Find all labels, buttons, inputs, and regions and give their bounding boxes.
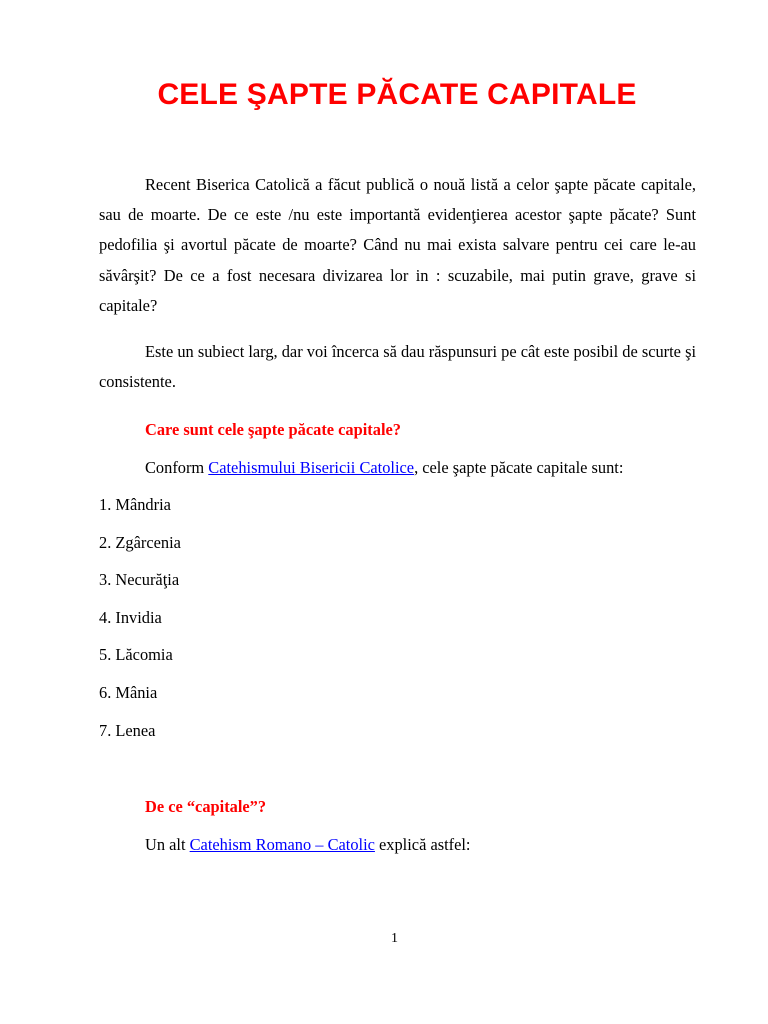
second-paragraph: Este un subiect larg, dar voi încerca să dau răspunsuri pe cât este posibil de scurte şi consistente.	[99, 342, 696, 392]
sins-list	[99, 494, 181, 757]
conform-line	[145, 457, 623, 479]
conform-suffix: , cele şapte păcate capitale sunt:	[414, 458, 624, 477]
page-number: 1	[391, 931, 398, 946]
list-item: 4. Invidia	[99, 607, 162, 627]
conform-prefix: Conform	[145, 458, 209, 477]
unalt-prefix: Un alt	[145, 835, 190, 854]
unalt-suffix: explică astfel:	[374, 835, 471, 854]
section-heading-which-sins: Care sunt cele şapte păcate capitale?	[145, 420, 401, 439]
list-item: 3. Necurăţia	[99, 570, 180, 590]
catechism-link[interactable]: Catehismului Bisericii Catolice	[208, 458, 415, 477]
list-item: 1. Mândria	[99, 495, 171, 514]
list-item: 6. Mânia	[99, 682, 158, 702]
list-item: 5. Lăcomia	[99, 645, 173, 665]
unalt-line	[145, 834, 471, 856]
list-item: 2. Zgârcenia	[99, 532, 181, 552]
page-title: CELE ŞAPTE PĂCATE CAPITALE	[157, 78, 637, 111]
list-item: 7. Lenea	[99, 720, 156, 740]
intro-paragraph: Recent Biserica Catolică a făcut publică o nouă listă a celor şapte păcate capitale, sau de moarte. De ce este /nu este importantă evidenţierea acestor şapte păcate? Sunt pedofilia şi avortul păcate de moarte? Când nu mai exista salvare pentru cei care le-au săvârşit? De ce a fost necesara divizarea lor in : scuzabile, mai putin grave, grave si capitale?	[99, 175, 696, 315]
roman-catholic-catechism-link[interactable]: Catehism Romano – Catolic	[189, 835, 375, 854]
section-heading-why-capital: De ce “capitale”?	[145, 797, 267, 816]
